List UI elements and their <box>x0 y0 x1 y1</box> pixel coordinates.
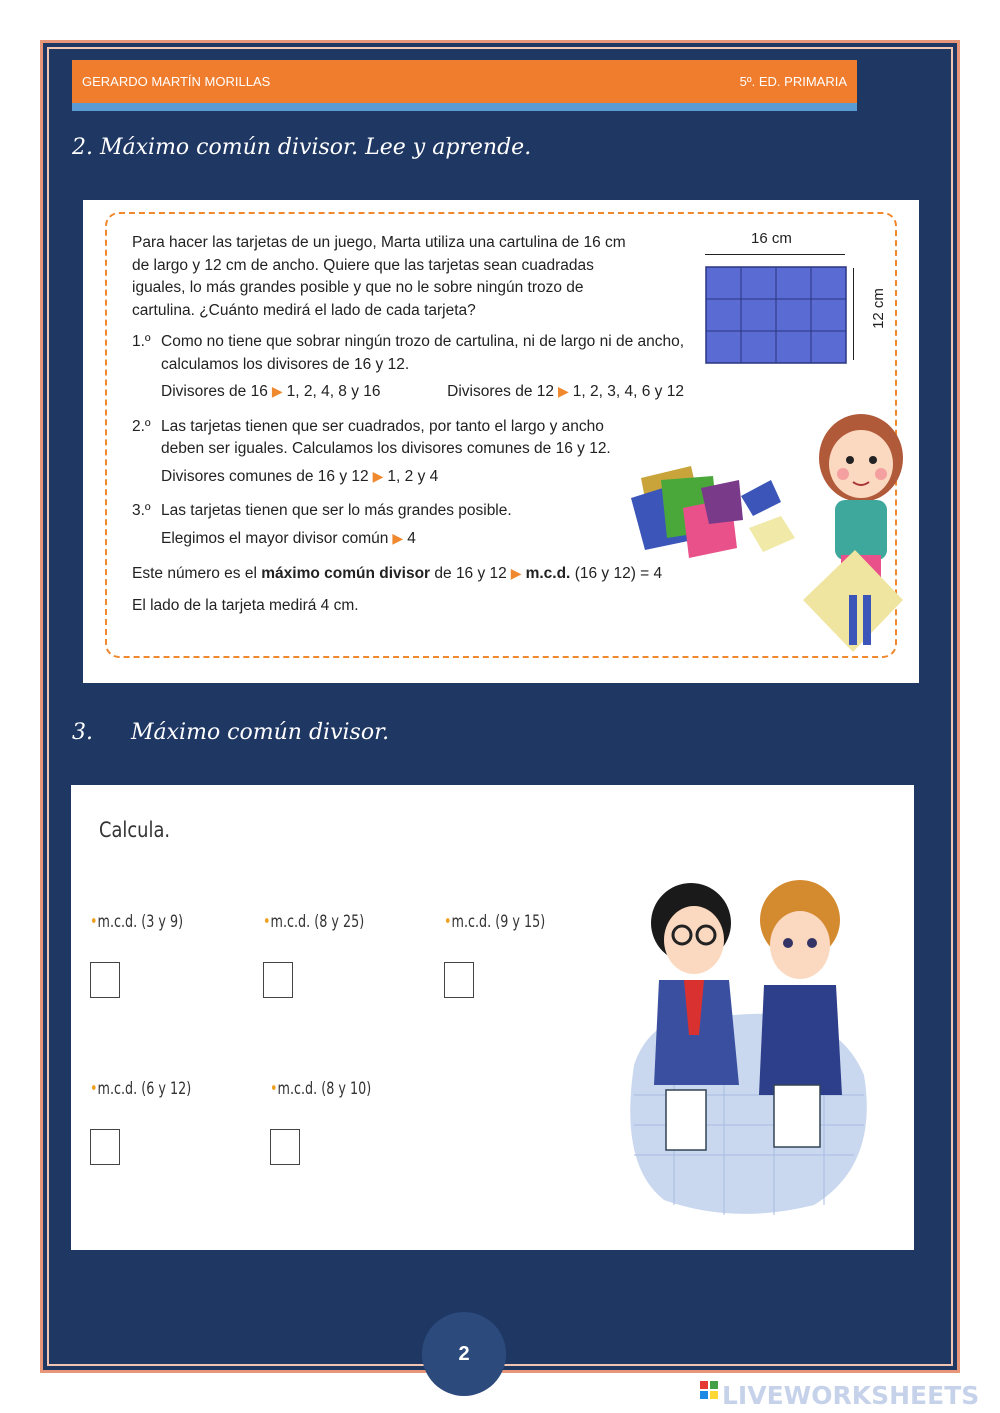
bullet-icon: • <box>90 912 98 932</box>
header-grade: 5º. ED. PRIMARIA <box>739 74 847 89</box>
exercise-item-5 <box>270 1079 405 1165</box>
watermark-text: LIVEWORKSHEETS <box>722 1381 980 1409</box>
exercise-item-2 <box>263 912 398 998</box>
lesson-text <box>132 232 692 617</box>
section3-title: Máximo común divisor. <box>131 720 390 745</box>
step-2-number: 2.º <box>132 417 151 435</box>
liveworksheets-watermark <box>700 1379 995 1409</box>
step-2-text: Las tarjetas tienen que ser cuadrados, por tanto el largo y ancho deben ser iguales. Calculamos los divisores comunes de 16 y 12. <box>161 417 611 457</box>
choose-line <box>132 527 692 551</box>
common-divisors-line <box>132 465 692 489</box>
header-bar <box>72 60 857 103</box>
exercise-item-4-label: m.c.d. (6 y 12) <box>97 1079 192 1099</box>
exercise-heading: Calcula. <box>99 818 171 842</box>
exercise-item-1 <box>90 912 214 998</box>
div12-values: 1, 2, 3, 4, 6 y 12 <box>572 383 684 400</box>
lesson-panel <box>83 200 919 683</box>
exercise-item-3-label: m.c.d. (9 y 15) <box>451 912 546 932</box>
answer-input-1[interactable] <box>90 962 120 998</box>
header-author: GERARDO MARTÍN MORILLAS <box>82 74 271 89</box>
arrow-right-icon: ▶ <box>558 383 569 399</box>
step-3-text: Las tarjetas tienen que ser lo más grandes posible. <box>161 502 512 519</box>
answer-input-5[interactable] <box>270 1129 300 1165</box>
step-1 <box>132 331 692 376</box>
answer-input-4[interactable] <box>90 1129 120 1165</box>
conclusion-pre: Este número es el <box>132 565 257 582</box>
grid-width-label: 16 cm <box>751 230 792 247</box>
arrow-right-icon: ▶ <box>372 467 384 484</box>
lesson-intro: Para hacer las tarjetas de un juego, Marta utiliza una cartulina de 16 cm de largo y 12 cm de ancho. Quiere que las tarjetas sean cuadradas iguales, lo más grandes posible y que no le sobre ningún trozo de cartulina. ¿Cuánto medirá el lado de cada tarjeta? <box>132 234 626 319</box>
step-3-number: 3.º <box>132 502 151 519</box>
step-1-text: Como no tiene que sobrar ningún trozo de cartulina, ni de largo ni de ancho, calculamos los divisores de 16 y 12. <box>161 333 685 373</box>
answer-input-3[interactable] <box>444 962 474 998</box>
exercise-item-4 <box>90 1079 225 1165</box>
divisors-line <box>132 380 772 404</box>
common-values: 1, 2 y 4 <box>387 467 439 485</box>
exercise-item-1-label: m.c.d. (3 y 9) <box>97 912 184 932</box>
exercise-item-5-label: m.c.d. (8 y 10) <box>277 1079 372 1099</box>
conclusion-mcd: m.c.d. <box>525 565 571 582</box>
div16-values: 1, 2, 4, 8 y 16 <box>286 383 381 400</box>
section2-title: 2. Máximo común divisor. Lee y aprende. <box>72 135 532 160</box>
step-2 <box>132 416 622 461</box>
conclusion-bold: máximo común divisor <box>261 565 431 582</box>
grid-height-label: 12 cm <box>869 288 887 329</box>
paper-squares-illustration <box>631 458 801 568</box>
page-number: 2 <box>422 1312 506 1396</box>
final-answer: El lado de la tarjeta medirá 4 cm. <box>132 596 359 614</box>
grid-width-arrow <box>705 254 845 255</box>
exercise-panel <box>71 785 914 1250</box>
step-1-number: 1.º <box>132 333 151 350</box>
div16-label: Divisores de 16 <box>161 383 268 400</box>
section3-number: 3. <box>72 720 93 745</box>
arrow-right-icon: ▶ <box>510 565 522 581</box>
bullet-icon: • <box>90 1079 98 1099</box>
conclusion-mid: de 16 y 12 <box>434 565 507 582</box>
grid-height-arrow <box>853 268 854 360</box>
bullet-icon: • <box>263 912 271 932</box>
choose-value: 4 <box>407 529 416 547</box>
girl-with-scissors-illustration <box>793 410 919 675</box>
cardboard-grid <box>705 266 847 364</box>
exercise-item-3 <box>444 912 579 998</box>
div12-label: Divisores de 12 <box>447 383 554 400</box>
bullet-icon: • <box>270 1079 278 1099</box>
answer-input-2[interactable] <box>263 962 293 998</box>
bullet-icon: • <box>444 912 452 932</box>
choose-label: Elegimos el mayor divisor común <box>161 529 389 547</box>
conclusion-result: (16 y 12) = 4 <box>574 565 663 582</box>
header-stripe <box>72 103 857 111</box>
children-studying-illustration <box>614 865 874 1220</box>
arrow-right-icon: ▶ <box>271 383 283 399</box>
step-3 <box>132 500 692 523</box>
exercise-item-2-label: m.c.d. (8 y 25) <box>270 912 365 932</box>
arrow-right-icon: ▶ <box>392 529 404 546</box>
common-label: Divisores comunes de 16 y 12 <box>161 467 369 485</box>
